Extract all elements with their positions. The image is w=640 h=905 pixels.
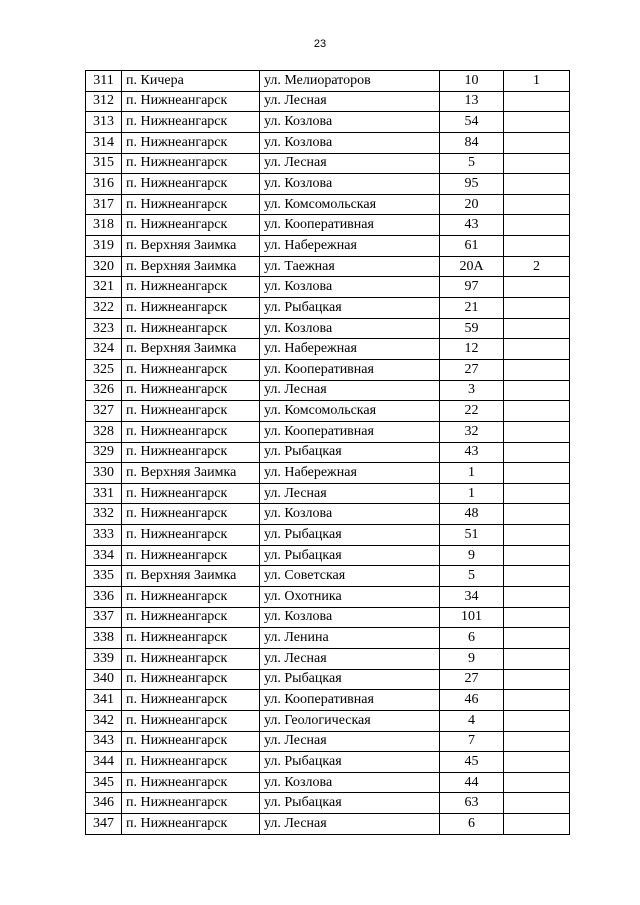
street-cell: ул. Рыбацкая xyxy=(260,752,440,773)
street-cell: ул. Рыбацкая xyxy=(260,525,440,546)
house-number-cell: 27 xyxy=(440,359,504,380)
extra-cell xyxy=(504,504,570,525)
row-number-cell: 326 xyxy=(86,380,122,401)
table-row xyxy=(86,587,570,608)
row-number-cell: 343 xyxy=(86,731,122,752)
row-number-cell: 325 xyxy=(86,359,122,380)
street-cell: ул. Рыбацкая xyxy=(260,442,440,463)
row-number-cell: 339 xyxy=(86,648,122,669)
settlement-cell: п. Нижнеангарск xyxy=(122,194,260,215)
street-cell: ул. Лесная xyxy=(260,153,440,174)
extra-cell xyxy=(504,463,570,484)
house-number-cell: 5 xyxy=(440,153,504,174)
extra-cell xyxy=(504,793,570,814)
settlement-cell: п. Нижнеангарск xyxy=(122,648,260,669)
settlement-cell: п. Верхняя Заимка xyxy=(122,256,260,277)
street-cell: ул. Комсомольская xyxy=(260,194,440,215)
settlement-cell: п. Кичера xyxy=(122,71,260,92)
row-number-cell: 321 xyxy=(86,277,122,298)
table-row xyxy=(86,71,570,92)
street-cell: ул. Козлова xyxy=(260,132,440,153)
extra-cell xyxy=(504,132,570,153)
street-cell: ул. Лесная xyxy=(260,648,440,669)
table-row xyxy=(86,91,570,112)
street-cell: ул. Лесная xyxy=(260,380,440,401)
table-row xyxy=(86,339,570,360)
house-number-cell: 4 xyxy=(440,710,504,731)
extra-cell xyxy=(504,91,570,112)
address-table-body xyxy=(86,71,570,835)
settlement-cell: п. Верхняя Заимка xyxy=(122,566,260,587)
table-row xyxy=(86,318,570,339)
table-row xyxy=(86,710,570,731)
address-table xyxy=(85,70,570,835)
row-number-cell: 334 xyxy=(86,545,122,566)
street-cell: ул. Кооперативная xyxy=(260,215,440,236)
settlement-cell: п. Нижнеангарск xyxy=(122,525,260,546)
house-number-cell: 7 xyxy=(440,731,504,752)
settlement-cell: п. Нижнеангарск xyxy=(122,772,260,793)
extra-cell xyxy=(504,215,570,236)
house-number-cell: 3 xyxy=(440,380,504,401)
table-row xyxy=(86,277,570,298)
table-row xyxy=(86,463,570,484)
street-cell: ул. Кооперативная xyxy=(260,359,440,380)
extra-cell xyxy=(504,772,570,793)
house-number-cell: 10 xyxy=(440,71,504,92)
row-number-cell: 318 xyxy=(86,215,122,236)
table-row xyxy=(86,628,570,649)
street-cell: ул. Лесная xyxy=(260,483,440,504)
row-number-cell: 346 xyxy=(86,793,122,814)
house-number-cell: 59 xyxy=(440,318,504,339)
table-row xyxy=(86,174,570,195)
house-number-cell: 9 xyxy=(440,545,504,566)
table-row xyxy=(86,566,570,587)
house-number-cell: 22 xyxy=(440,401,504,422)
house-number-cell: 63 xyxy=(440,793,504,814)
row-number-cell: 329 xyxy=(86,442,122,463)
settlement-cell: п. Нижнеангарск xyxy=(122,91,260,112)
street-cell: ул. Козлова xyxy=(260,318,440,339)
house-number-cell: 9 xyxy=(440,648,504,669)
street-cell: ул. Козлова xyxy=(260,504,440,525)
settlement-cell: п. Нижнеангарск xyxy=(122,298,260,319)
settlement-cell: п. Нижнеангарск xyxy=(122,545,260,566)
street-cell: ул. Ленина xyxy=(260,628,440,649)
settlement-cell: п. Нижнеангарск xyxy=(122,318,260,339)
settlement-cell: п. Нижнеангарск xyxy=(122,215,260,236)
row-number-cell: 333 xyxy=(86,525,122,546)
table-row xyxy=(86,669,570,690)
house-number-cell: 51 xyxy=(440,525,504,546)
street-cell: ул. Козлова xyxy=(260,277,440,298)
settlement-cell: п. Нижнеангарск xyxy=(122,710,260,731)
table-row xyxy=(86,814,570,835)
street-cell: ул. Таежная xyxy=(260,256,440,277)
table-row xyxy=(86,793,570,814)
street-cell: ул. Геологическая xyxy=(260,710,440,731)
settlement-cell: п. Нижнеангарск xyxy=(122,793,260,814)
extra-cell xyxy=(504,174,570,195)
street-cell: ул. Козлова xyxy=(260,174,440,195)
house-number-cell: 54 xyxy=(440,112,504,133)
row-number-cell: 337 xyxy=(86,607,122,628)
table-row xyxy=(86,256,570,277)
extra-cell xyxy=(504,669,570,690)
row-number-cell: 347 xyxy=(86,814,122,835)
table-row xyxy=(86,401,570,422)
extra-cell xyxy=(504,194,570,215)
table-row xyxy=(86,359,570,380)
settlement-cell: п. Верхняя Заимка xyxy=(122,463,260,484)
settlement-cell: п. Нижнеангарск xyxy=(122,587,260,608)
house-number-cell: 1 xyxy=(440,483,504,504)
street-cell: ул. Козлова xyxy=(260,772,440,793)
house-number-cell: 43 xyxy=(440,215,504,236)
extra-cell xyxy=(504,421,570,442)
house-number-cell: 20 xyxy=(440,194,504,215)
extra-cell xyxy=(504,318,570,339)
settlement-cell: п. Нижнеангарск xyxy=(122,483,260,504)
table-row xyxy=(86,772,570,793)
table-row xyxy=(86,525,570,546)
table-row xyxy=(86,690,570,711)
row-number-cell: 338 xyxy=(86,628,122,649)
house-number-cell: 61 xyxy=(440,236,504,257)
extra-cell xyxy=(504,298,570,319)
row-number-cell: 341 xyxy=(86,690,122,711)
extra-cell xyxy=(504,525,570,546)
house-number-cell: 6 xyxy=(440,628,504,649)
table-row xyxy=(86,153,570,174)
street-cell: ул. Советская xyxy=(260,566,440,587)
row-number-cell: 322 xyxy=(86,298,122,319)
settlement-cell: п. Верхняя Заимка xyxy=(122,339,260,360)
settlement-cell: п. Нижнеангарск xyxy=(122,132,260,153)
street-cell: ул. Лесная xyxy=(260,814,440,835)
table-row xyxy=(86,607,570,628)
street-cell: ул. Лесная xyxy=(260,731,440,752)
extra-cell xyxy=(504,483,570,504)
settlement-cell: п. Нижнеангарск xyxy=(122,112,260,133)
street-cell: ул. Набережная xyxy=(260,236,440,257)
extra-cell xyxy=(504,648,570,669)
settlement-cell: п. Нижнеангарск xyxy=(122,814,260,835)
settlement-cell: п. Нижнеангарск xyxy=(122,607,260,628)
row-number-cell: 340 xyxy=(86,669,122,690)
row-number-cell: 342 xyxy=(86,710,122,731)
table-row xyxy=(86,112,570,133)
street-cell: ул. Охотника xyxy=(260,587,440,608)
settlement-cell: п. Нижнеангарск xyxy=(122,421,260,442)
row-number-cell: 324 xyxy=(86,339,122,360)
extra-cell xyxy=(504,752,570,773)
row-number-cell: 315 xyxy=(86,153,122,174)
table-row xyxy=(86,648,570,669)
table-row xyxy=(86,298,570,319)
extra-cell xyxy=(504,690,570,711)
house-number-cell: 32 xyxy=(440,421,504,442)
extra-cell xyxy=(504,112,570,133)
extra-cell xyxy=(504,380,570,401)
extra-cell xyxy=(504,628,570,649)
table-row xyxy=(86,442,570,463)
extra-cell: 1 xyxy=(504,71,570,92)
table-row xyxy=(86,483,570,504)
settlement-cell: п. Нижнеангарск xyxy=(122,153,260,174)
extra-cell xyxy=(504,339,570,360)
settlement-cell: п. Нижнеангарск xyxy=(122,628,260,649)
row-number-cell: 328 xyxy=(86,421,122,442)
settlement-cell: п. Нижнеангарск xyxy=(122,174,260,195)
street-cell: ул. Кооперативная xyxy=(260,690,440,711)
street-cell: ул. Рыбацкая xyxy=(260,669,440,690)
house-number-cell: 48 xyxy=(440,504,504,525)
row-number-cell: 316 xyxy=(86,174,122,195)
extra-cell xyxy=(504,359,570,380)
row-number-cell: 317 xyxy=(86,194,122,215)
house-number-cell: 1 xyxy=(440,463,504,484)
row-number-cell: 332 xyxy=(86,504,122,525)
street-cell: ул. Козлова xyxy=(260,112,440,133)
street-cell: ул. Комсомольская xyxy=(260,401,440,422)
row-number-cell: 327 xyxy=(86,401,122,422)
street-cell: ул. Рыбацкая xyxy=(260,793,440,814)
row-number-cell: 344 xyxy=(86,752,122,773)
row-number-cell: 331 xyxy=(86,483,122,504)
settlement-cell: п. Нижнеангарск xyxy=(122,504,260,525)
extra-cell xyxy=(504,587,570,608)
extra-cell xyxy=(504,607,570,628)
table-row xyxy=(86,421,570,442)
extra-cell xyxy=(504,236,570,257)
street-cell: ул. Козлова xyxy=(260,607,440,628)
house-number-cell: 46 xyxy=(440,690,504,711)
table-row xyxy=(86,545,570,566)
house-number-cell: 12 xyxy=(440,339,504,360)
settlement-cell: п. Нижнеангарск xyxy=(122,690,260,711)
row-number-cell: 312 xyxy=(86,91,122,112)
extra-cell xyxy=(504,710,570,731)
table-row xyxy=(86,236,570,257)
extra-cell xyxy=(504,814,570,835)
extra-cell xyxy=(504,442,570,463)
table-row xyxy=(86,194,570,215)
house-number-cell: 5 xyxy=(440,566,504,587)
page-number: 23 xyxy=(313,38,327,50)
house-number-cell: 84 xyxy=(440,132,504,153)
street-cell: ул. Рыбацкая xyxy=(260,298,440,319)
row-number-cell: 330 xyxy=(86,463,122,484)
row-number-cell: 319 xyxy=(86,236,122,257)
settlement-cell: п. Нижнеангарск xyxy=(122,442,260,463)
table-row xyxy=(86,731,570,752)
street-cell: ул. Набережная xyxy=(260,463,440,484)
extra-cell: 2 xyxy=(504,256,570,277)
house-number-cell: 13 xyxy=(440,91,504,112)
settlement-cell: п. Нижнеангарск xyxy=(122,359,260,380)
settlement-cell: п. Нижнеангарск xyxy=(122,277,260,298)
row-number-cell: 314 xyxy=(86,132,122,153)
row-number-cell: 323 xyxy=(86,318,122,339)
house-number-cell: 43 xyxy=(440,442,504,463)
row-number-cell: 313 xyxy=(86,112,122,133)
table-row xyxy=(86,380,570,401)
extra-cell xyxy=(504,277,570,298)
street-cell: ул. Рыбацкая xyxy=(260,545,440,566)
street-cell: ул. Кооперативная xyxy=(260,421,440,442)
house-number-cell: 101 xyxy=(440,607,504,628)
extra-cell xyxy=(504,545,570,566)
extra-cell xyxy=(504,153,570,174)
street-cell: ул. Мелиораторов xyxy=(260,71,440,92)
row-number-cell: 320 xyxy=(86,256,122,277)
house-number-cell: 27 xyxy=(440,669,504,690)
house-number-cell: 6 xyxy=(440,814,504,835)
row-number-cell: 311 xyxy=(86,71,122,92)
street-cell: ул. Лесная xyxy=(260,91,440,112)
table-row xyxy=(86,752,570,773)
house-number-cell: 44 xyxy=(440,772,504,793)
settlement-cell: п. Нижнеангарск xyxy=(122,669,260,690)
settlement-cell: п. Верхняя Заимка xyxy=(122,236,260,257)
house-number-cell: 21 xyxy=(440,298,504,319)
row-number-cell: 345 xyxy=(86,772,122,793)
house-number-cell: 97 xyxy=(440,277,504,298)
extra-cell xyxy=(504,401,570,422)
house-number-cell: 45 xyxy=(440,752,504,773)
table-row xyxy=(86,504,570,525)
house-number-cell: 20А xyxy=(440,256,504,277)
street-cell: ул. Набережная xyxy=(260,339,440,360)
house-number-cell: 34 xyxy=(440,587,504,608)
settlement-cell: п. Нижнеангарск xyxy=(122,731,260,752)
extra-cell xyxy=(504,566,570,587)
row-number-cell: 336 xyxy=(86,587,122,608)
table-row xyxy=(86,215,570,236)
settlement-cell: п. Нижнеангарск xyxy=(122,380,260,401)
settlement-cell: п. Нижнеангарск xyxy=(122,752,260,773)
extra-cell xyxy=(504,731,570,752)
settlement-cell: п. Нижнеангарск xyxy=(122,401,260,422)
row-number-cell: 335 xyxy=(86,566,122,587)
house-number-cell: 95 xyxy=(440,174,504,195)
table-row xyxy=(86,132,570,153)
